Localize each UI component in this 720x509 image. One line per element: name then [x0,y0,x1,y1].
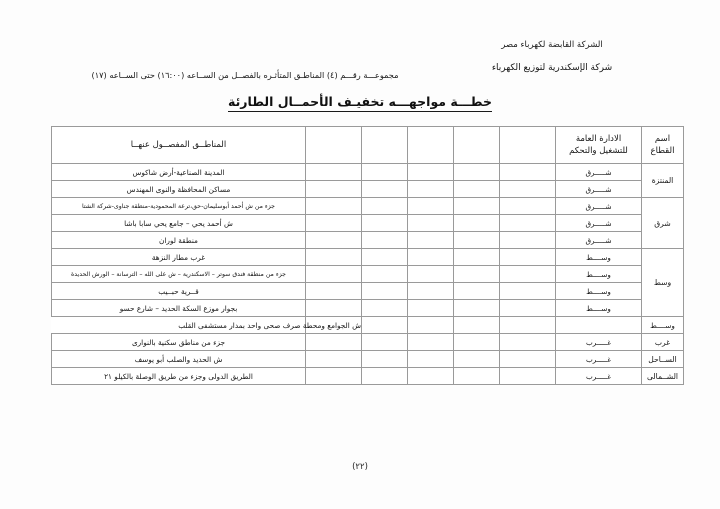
cell-sector: شرق [642,198,684,249]
cell-sector: الســاحل [642,351,684,368]
cell-blank-3 [408,300,454,317]
load-shedding-table [51,126,684,385]
cell-blank-4 [362,283,408,300]
column-header-areas: المناطــق المفصــول عنهــا [52,127,306,164]
cell-blank-1 [500,181,556,198]
cell-area: قــرية حبــيب [52,283,306,300]
cell-blank-2 [454,283,500,300]
cell-admin: وســــط [642,317,684,334]
table-row [52,181,684,198]
cell-blank-3 [408,368,454,385]
cell-blank-4 [362,164,408,181]
column-header-admin-line1: الادارة العامة [575,134,622,144]
table-row [52,249,684,266]
cell-blank-5 [306,368,362,385]
cell-area: بجوار موزع السكة الحديد – شارع حسو [52,300,306,317]
cell-admin: غـــــرب [556,351,642,368]
cell-admin: شـــــرق [556,198,642,215]
cell-area: ش أحمد يحي – جامع يحي سابا باشا [52,215,306,232]
cell-blank-1 [500,198,556,215]
cell-sector: المنتزة [642,164,684,198]
load-shedding-table-wrap [52,126,684,385]
cell-blank-3 [408,215,454,232]
cell-area: جزء من ش أحمد أبوسليمان-حق،ترعة المحمودية-منطقة جناوى-شركة الشتا [52,198,306,215]
cell-blank-1 [500,368,556,385]
cell-blank-5 [362,317,408,334]
cell-blank-1 [500,283,556,300]
cell-blank-1 [500,164,556,181]
cell-blank-2 [454,249,500,266]
cell-blank-3 [408,266,454,283]
table-row [52,300,684,317]
cell-blank-1 [500,215,556,232]
cell-blank-1 [556,317,642,334]
cell-admin: وســــط [556,266,642,283]
cell-sector: الشــمالى [642,368,684,385]
table-body [52,164,684,385]
cell-blank-4 [362,215,408,232]
cell-blank-3 [408,334,454,351]
cell-blank-2 [454,368,500,385]
column-header-blank-2 [454,127,500,164]
cell-area: الطريق الدولى وجزء من طريق الوصلة بالكيلو ٢١ [52,368,306,385]
cell-blank-4 [362,266,408,283]
cell-blank-1 [500,351,556,368]
cell-blank-2 [454,215,500,232]
cell-blank-3 [408,351,454,368]
cell-blank-2 [500,317,556,334]
cell-blank-2 [454,232,500,249]
cell-blank-3 [408,283,454,300]
column-header-sector: اسم القطاع [642,127,684,164]
cell-admin: شـــــرق [556,215,642,232]
cell-area: مساكن المحافظة والنوى المهندس [52,181,306,198]
page-number: (٢٢) [352,462,368,472]
cell-blank-1 [500,334,556,351]
cell-blank-4 [362,368,408,385]
cell-area: جزء من مناطق سكنية بالنوارى [52,334,306,351]
cell-area: ش الجوامع ومحطة صرف صحى واحد بمدار مستشفى القلب [306,317,362,334]
table-header-row [52,127,684,164]
cell-sector: غرب [642,334,684,351]
cell-admin: غـــــرب [556,334,642,351]
cell-blank-2 [454,300,500,317]
cell-blank-3 [408,198,454,215]
cell-blank-5 [306,283,362,300]
cell-admin: غـــــرب [556,368,642,385]
cell-blank-3 [408,181,454,198]
table-row [52,368,684,385]
cell-blank-1 [500,266,556,283]
page-title-text: خطـــة مواجهـــه تخفيـف الأحمــال الطارئة [228,94,492,112]
organization-header [402,38,702,75]
table-row [52,232,684,249]
cell-admin: وســــط [556,300,642,317]
column-header-blank-5 [306,127,362,164]
cell-blank-3 [408,249,454,266]
table-row [52,334,684,351]
table-row [52,283,684,300]
cell-blank-4 [362,334,408,351]
cell-blank-5 [306,215,362,232]
cell-blank-5 [306,232,362,249]
cell-blank-5 [306,334,362,351]
page-title [0,94,720,109]
cell-blank-1 [500,249,556,266]
cell-admin: شـــــرق [556,181,642,198]
cell-blank-3 [408,232,454,249]
table-row [52,198,684,215]
cell-admin: شـــــرق [556,232,642,249]
table-row [52,351,684,368]
cell-area: جزء من منطقة فندق سوتر – الاسكندرية – ش على الله – الترسانة – الورش الحديدة [52,266,306,283]
cell-blank-5 [306,266,362,283]
table-row [52,266,684,283]
cell-blank-4 [362,232,408,249]
cell-blank-5 [306,198,362,215]
cell-blank-4 [362,300,408,317]
cell-area: منطقة لوران [52,232,306,249]
holding-company-name: الشركة القابضة لكهرباء مصر [501,40,603,50]
distribution-company-name: شركة الإسكندرية لتوزيع الكهرباء [491,63,613,73]
cell-admin: شـــــرق [556,164,642,181]
cell-blank-3 [454,317,500,334]
cell-blank-1 [500,300,556,317]
cell-area: المدينة الصناعية-أرض شاكوس [52,164,306,181]
column-header-blank-4 [362,127,408,164]
cell-blank-2 [454,351,500,368]
cell-blank-5 [306,181,362,198]
column-header-blank-3 [408,127,454,164]
cell-blank-3 [408,164,454,181]
cell-blank-2 [454,181,500,198]
table-row [52,164,684,181]
group-schedule-line: مجموعـــة رقـــم (٤) المناطـق المتأثـره بالفصــل من الســاعه (١٦:٠٠) حتى الســاعه (١٧) [91,70,399,80]
cell-area: ش الحديد والصلب أبو يوسف [52,351,306,368]
cell-blank-2 [454,198,500,215]
cell-blank-5 [306,249,362,266]
cell-blank-5 [306,300,362,317]
table-row [52,215,684,232]
cell-blank-2 [454,334,500,351]
cell-sector: وسط [642,249,684,317]
cell-blank-4 [408,317,454,334]
cell-area: غرب مطار النزهة [52,249,306,266]
cell-admin: وســــط [556,249,642,266]
column-header-admin-line2: للتشغيل والتحكم [569,146,628,156]
cell-blank-2 [454,266,500,283]
cell-blank-4 [362,351,408,368]
cell-blank-5 [306,164,362,181]
column-header-admin [556,127,642,164]
cell-admin: وســــط [556,283,642,300]
cell-blank-4 [362,249,408,266]
cell-blank-4 [362,181,408,198]
table-row [52,317,684,334]
cell-blank-4 [362,198,408,215]
column-header-blank-1 [500,127,556,164]
cell-blank-1 [500,232,556,249]
cell-blank-2 [454,164,500,181]
cell-blank-5 [306,351,362,368]
